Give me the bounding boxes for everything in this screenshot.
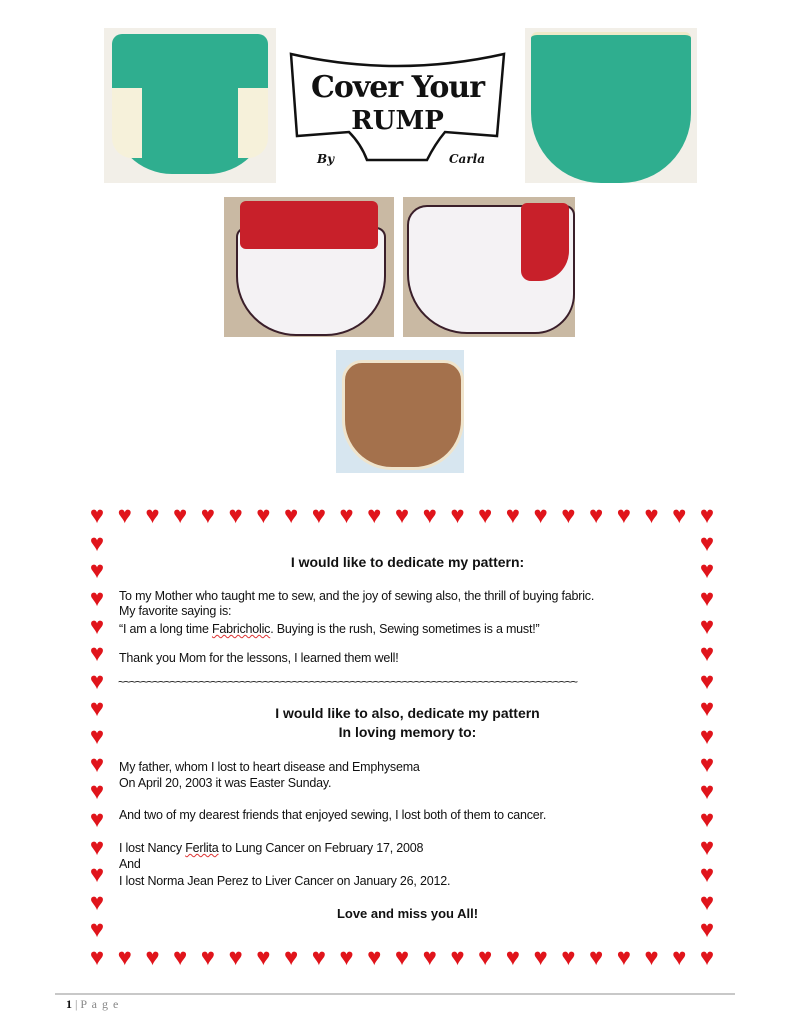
heart-icon: ♥ — [89, 916, 105, 944]
heart-icon: ♥ — [699, 584, 715, 612]
heart-icon: ♥ — [699, 557, 715, 585]
nancy-post: to Lung Cancer on February 17, 2008 — [218, 841, 424, 855]
heart-icon: ♥ — [699, 888, 715, 916]
heart-icon: ♥ — [89, 833, 105, 861]
heart-icon: ♥ — [256, 502, 271, 529]
page-label: P a g e — [80, 997, 120, 1011]
heart-icon: ♥ — [561, 502, 576, 529]
memory-heading-1: I would like to also, dedicate my pattern — [275, 705, 540, 721]
heart-icon: ♥ — [145, 502, 160, 529]
father-line-1: My father, whom I lost to heart disease and Emphysema — [119, 760, 420, 774]
heart-icon: ♥ — [699, 861, 715, 889]
quote-pre: “I am a long time — [119, 622, 212, 636]
memory-heading-2: In loving memory to: — [338, 724, 477, 740]
heart-icon: ♥ — [699, 612, 715, 640]
logo-by: By — [317, 152, 335, 166]
heart-icon: ♥ — [616, 944, 631, 971]
heart-icon: ♥ — [422, 944, 437, 971]
heart-icon: ♥ — [89, 502, 105, 529]
logo-line2: RUMP — [351, 106, 444, 136]
heart-icon: ♥ — [699, 695, 715, 723]
heart-icon: ♥ — [367, 944, 382, 971]
separator-line: ~~~~~~~~~~~~~~~~~~~~~~~~~~~~~~~~~~~~~~~~~~~~~~~~~~~~~~~~~~~~~~~~~~~~~~~~~~~~~~~ — [118, 675, 577, 689]
heart-icon: ♥ — [89, 778, 105, 806]
heart-icon: ♥ — [699, 640, 715, 668]
heart-icon: ♥ — [311, 502, 326, 529]
friends-line: And two of my dearest friends that enjoyed sewing, I lost both of them to cancer. — [119, 808, 547, 822]
dedication-heading: I would like to dedicate my pattern: — [290, 554, 525, 570]
nancy-word: Ferlita — [185, 841, 219, 855]
heart-icon: ♥ — [311, 944, 326, 971]
heart-icon: ♥ — [699, 833, 715, 861]
heart-icon: ♥ — [699, 723, 715, 750]
father-line-2: On April 20, 2003 it was Easter Sunday. — [119, 776, 332, 790]
footer-rule — [55, 993, 735, 995]
heart-icon: ♥ — [228, 944, 243, 971]
heart-icon: ♥ — [699, 916, 715, 944]
heart-icon: ♥ — [505, 944, 521, 971]
heart-icon: ♥ — [699, 529, 715, 557]
heart-icon: ♥ — [89, 612, 105, 640]
red-print-diaper-cover-photo-1 — [224, 197, 394, 337]
heart-icon: ♥ — [644, 502, 659, 529]
heart-icon: ♥ — [89, 805, 105, 833]
heart-icon: ♥ — [616, 502, 631, 529]
heart-icon: ♥ — [450, 502, 465, 529]
closing-line: Love and miss you All! — [336, 906, 479, 921]
logo-line1: Cover Your — [310, 70, 485, 105]
heart-icon: ♥ — [89, 529, 105, 557]
heart-icon: ♥ — [699, 667, 715, 695]
heart-icon: ♥ — [339, 502, 354, 529]
heart-icon: ♥ — [394, 502, 410, 529]
favorite-quote — [119, 622, 540, 636]
tan-diaper-cover-photo — [336, 350, 464, 473]
heart-icon: ♥ — [89, 640, 105, 668]
heart-icon: ♥ — [145, 944, 160, 971]
heart-icon: ♥ — [699, 778, 715, 806]
heart-icon: ♥ — [422, 502, 437, 529]
logo-author: Carla — [449, 152, 485, 166]
cover-your-rump-logo — [285, 48, 510, 176]
page-number: 1 — [66, 997, 72, 1011]
heart-icon: ♥ — [699, 750, 715, 778]
nancy-line — [119, 841, 423, 855]
teal-diaper-cover-front-photo — [104, 28, 276, 183]
heart-icon: ♥ — [699, 805, 715, 833]
heart-icon: ♥ — [699, 944, 715, 971]
and-line: And — [119, 857, 141, 871]
heart-icon: ♥ — [173, 944, 188, 971]
heart-icon: ♥ — [367, 502, 382, 529]
heart-icon: ♥ — [283, 944, 299, 971]
heart-icon: ♥ — [505, 502, 521, 529]
heart-icon: ♥ — [588, 502, 604, 529]
heart-icon: ♥ — [89, 888, 105, 916]
heart-icon: ♥ — [89, 750, 105, 778]
mother-line-1: To my Mother who taught me to sew, and the joy of sewing also, the thrill of buying fabric. — [119, 589, 595, 603]
page-footer: 1 | P a g e — [66, 997, 120, 1011]
heart-icon: ♥ — [478, 944, 493, 971]
heart-icon: ♥ — [200, 502, 216, 529]
heart-icon: ♥ — [117, 502, 132, 529]
heart-icon: ♥ — [89, 667, 105, 695]
heart-icon: ♥ — [200, 944, 216, 971]
nancy-pre: I lost Nancy — [119, 841, 186, 855]
heart-icon: ♥ — [89, 557, 105, 585]
heart-icon: ♥ — [89, 944, 105, 971]
red-print-diaper-cover-photo-2 — [403, 197, 575, 337]
heart-icon: ♥ — [533, 944, 548, 971]
heart-icon: ♥ — [672, 502, 687, 529]
heart-icon: ♥ — [644, 944, 659, 971]
heart-icon: ♥ — [561, 944, 576, 971]
quote-word: Fabricholic — [211, 622, 271, 636]
heart-icon: ♥ — [283, 502, 299, 529]
norma-line: I lost Norma Jean Perez to Liver Cancer on January 26, 2012. — [119, 874, 451, 888]
heart-icon: ♥ — [533, 502, 548, 529]
heart-icon: ♥ — [117, 944, 132, 971]
heart-icon: ♥ — [256, 944, 271, 971]
heart-icon: ♥ — [339, 944, 354, 971]
heart-icon: ♥ — [478, 502, 493, 529]
heart-icon: ♥ — [450, 944, 465, 971]
heart-icon: ♥ — [588, 944, 604, 971]
quote-post: . Buying is the rush, Sewing sometimes is a must!” — [270, 622, 540, 636]
heart-icon: ♥ — [89, 584, 105, 612]
heart-icon: ♥ — [672, 944, 687, 971]
teal-diaper-cover-back-photo — [525, 28, 697, 183]
heart-icon: ♥ — [699, 502, 715, 529]
heart-icon: ♥ — [394, 944, 410, 971]
mother-line-2: My favorite saying is: — [119, 604, 232, 618]
heart-icon: ♥ — [173, 502, 188, 529]
heart-icon: ♥ — [228, 502, 243, 529]
heart-icon: ♥ — [89, 695, 105, 723]
heart-icon: ♥ — [89, 723, 105, 750]
thanks-line: Thank you Mom for the lessons, I learned them well! — [119, 651, 399, 665]
heart-icon: ♥ — [89, 861, 105, 889]
